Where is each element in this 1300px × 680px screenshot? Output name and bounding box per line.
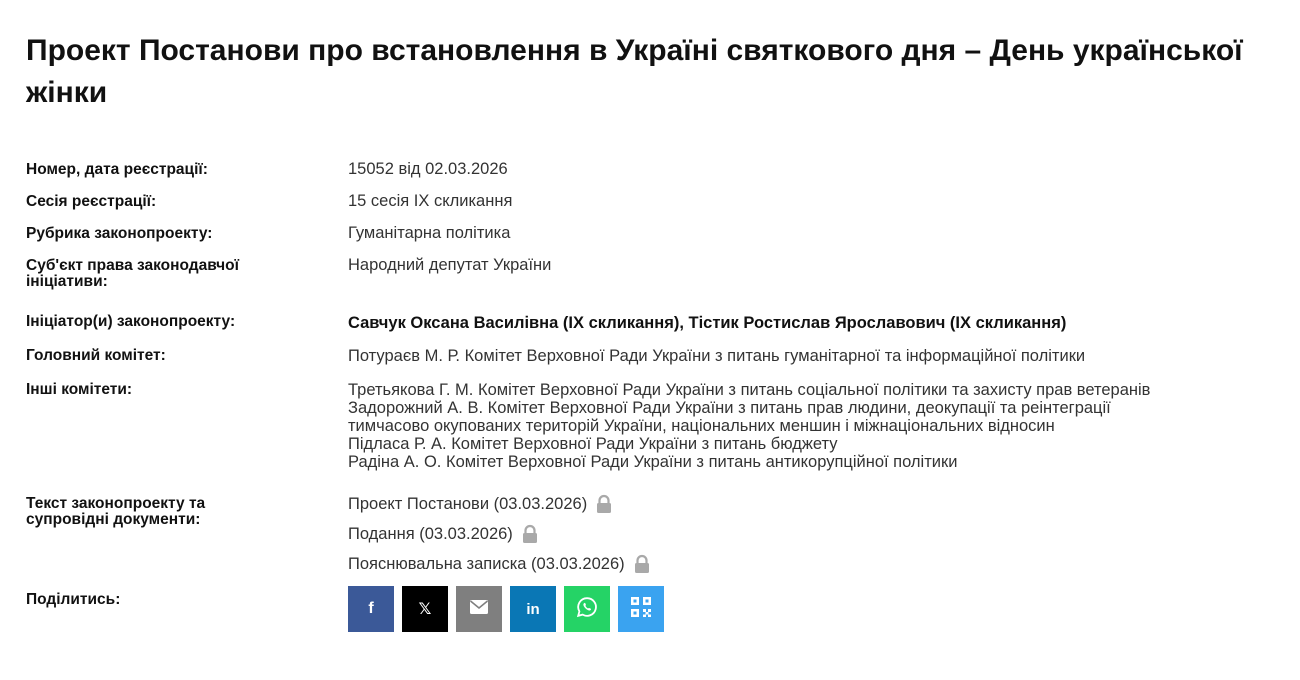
row-initiators: [26, 314, 1286, 348]
registration-value: 15052 від 02.03.2026: [348, 160, 508, 178]
initiators-value[interactable]: Савчук Оксана Василівна (IX скликання), Тістик Ростислав Ярославович (IX скликання): [348, 314, 1067, 332]
page-title: Проект Постанови про встановлення в Україні святкового дня – День української жінки: [26, 34, 1243, 109]
row-rubric: [26, 226, 1286, 258]
qr-share-button[interactable]: [618, 586, 664, 632]
committee-line: тимчасово окупованих територій України, національних меншин і міжнаціональних відносин: [348, 417, 1055, 435]
other-committees-label: Інші комітети:: [26, 381, 133, 398]
committee-line: Третьякова Г. М. Комітет Верховної Ради України з питань соціальної політики та захисту прав ветеранів: [348, 381, 1151, 399]
lock-icon: [633, 554, 651, 574]
whatsapp-share-button[interactable]: [564, 586, 610, 632]
facebook-share-button[interactable]: [348, 586, 394, 632]
committee-line: Задорожний А. В. Комітет Верховної Ради України з питань прав людини, деокупації та реінтеграції: [348, 399, 1111, 417]
row-registration: [26, 162, 1286, 194]
x-icon: 𝕏: [418, 601, 432, 618]
document-title[interactable]: Проект Постанови (03.03.2026): [348, 495, 588, 513]
documents-list: [348, 494, 651, 592]
registration-label: Номер, дата реєстрації:: [26, 161, 208, 178]
row-other-committees: [26, 382, 1286, 496]
row-subject: [26, 258, 1286, 314]
session-label: Сесія реєстрації:: [26, 193, 157, 210]
rubric-label: Рубрика законопроекту:: [26, 225, 213, 242]
lock-icon: [595, 494, 613, 514]
committee-line: Підласа Р. А. Комітет Верховної Ради України з питань бюджету: [348, 435, 838, 453]
share-label: Поділитись:: [26, 591, 121, 608]
row-main-committee: [26, 348, 1286, 382]
linkedin-share-button[interactable]: [510, 586, 556, 632]
committee-line: Радіна А. О. Комітет Верховної Ради України з питань антикорупційної політики: [348, 453, 958, 471]
row-documents: [26, 496, 1286, 592]
qr-code-icon: [630, 596, 652, 623]
share-buttons: [348, 586, 664, 652]
email-share-button[interactable]: [456, 586, 502, 632]
linkedin-icon: in: [526, 600, 540, 618]
facebook-icon: f: [368, 600, 374, 617]
row-share: [26, 592, 1286, 652]
row-session: [26, 194, 1286, 226]
subject-value: Народний депутат України: [348, 256, 552, 274]
lock-icon: [521, 524, 539, 544]
whatsapp-icon: [576, 596, 598, 623]
x-share-button[interactable]: [402, 586, 448, 632]
main-committee-value: Потураєв М. Р. Комітет Верховної Ради України з питань гуманітарної та інформаційної політики: [348, 347, 1086, 365]
rubric-value: Гуманітарна політика: [348, 224, 511, 242]
document-title[interactable]: Пояснювальна записка (03.03.2026): [348, 555, 625, 573]
document-title[interactable]: Подання (03.03.2026): [348, 525, 513, 543]
other-committees-list: [348, 381, 1150, 496]
main-committee-label: Головний комітет:: [26, 347, 166, 364]
envelope-icon: [469, 599, 489, 620]
subject-label: Суб'єкт права законодавчої ініціативи:: [26, 257, 239, 290]
documents-label: Текст законопроекту та супровідні документи:: [26, 495, 206, 528]
document-item[interactable]: [348, 554, 651, 574]
initiators-label: Ініціатор(и) законопроекту:: [26, 313, 236, 330]
bill-details: [26, 162, 1286, 652]
document-item[interactable]: [348, 494, 651, 514]
session-value: 15 сесія IX скликання: [348, 192, 513, 210]
document-item[interactable]: [348, 524, 651, 544]
